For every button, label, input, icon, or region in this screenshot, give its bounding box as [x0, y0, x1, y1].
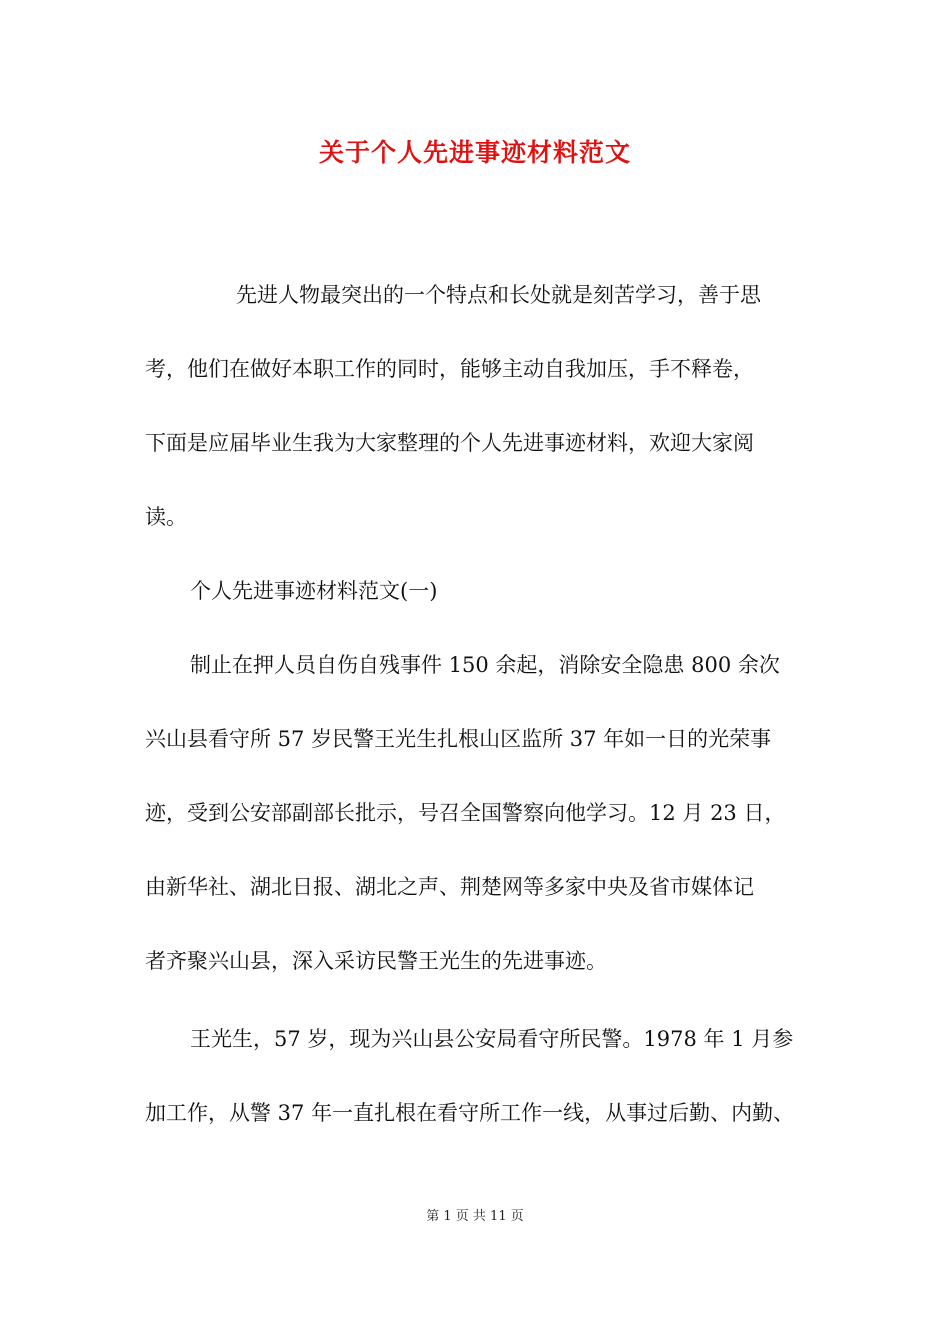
paragraph-line-9: 由新华社、湖北日报、湖北之声、荆楚网等多家中央及省市媒体记 [145, 875, 754, 899]
paragraph-line-8: 迹，受到公安部副部长批示，号召全国警察向他学习。12 月 23 日， [145, 801, 786, 825]
page-footer: 第 1 页 共 11 页 [426, 1209, 524, 1224]
paragraph-line-12: 加工作，从警 37 年一直扎根在看守所工作一线，从事过后勤、内勤、 [145, 1101, 795, 1125]
page-title: 关于个人先进事迹材料范文 [318, 138, 631, 167]
paragraph-line-6: 制止在押人员自伤自残事件 150 余起，消除安全隐患 800 余次 [190, 653, 780, 677]
paragraph-line-11: 王光生，57 岁，现为兴山县公安局看守所民警。1978 年 1 月参 [190, 1027, 794, 1051]
paragraph-line-3: 下面是应届毕业生我为大家整理的个人先进事迹材料，欢迎大家阅 [145, 431, 754, 455]
paragraph-line-2: 考，他们在做好本职工作的同时，能够主动自我加压，手不释卷， [145, 357, 754, 381]
paragraph-line-4: 读。 [145, 505, 187, 529]
paragraph-line-7: 兴山县看守所 57 岁民警王光生扎根山区监所 37 年如一日的光荣事 [145, 727, 772, 751]
paragraph-line-1: 先进人物最突出的一个特点和长处就是刻苦学习，善于思 [236, 283, 761, 307]
section-heading: 个人先进事迹材料范文(一) [190, 579, 438, 603]
paragraph-line-10: 者齐聚兴山县，深入采访民警王光生的先进事迹。 [145, 949, 607, 973]
